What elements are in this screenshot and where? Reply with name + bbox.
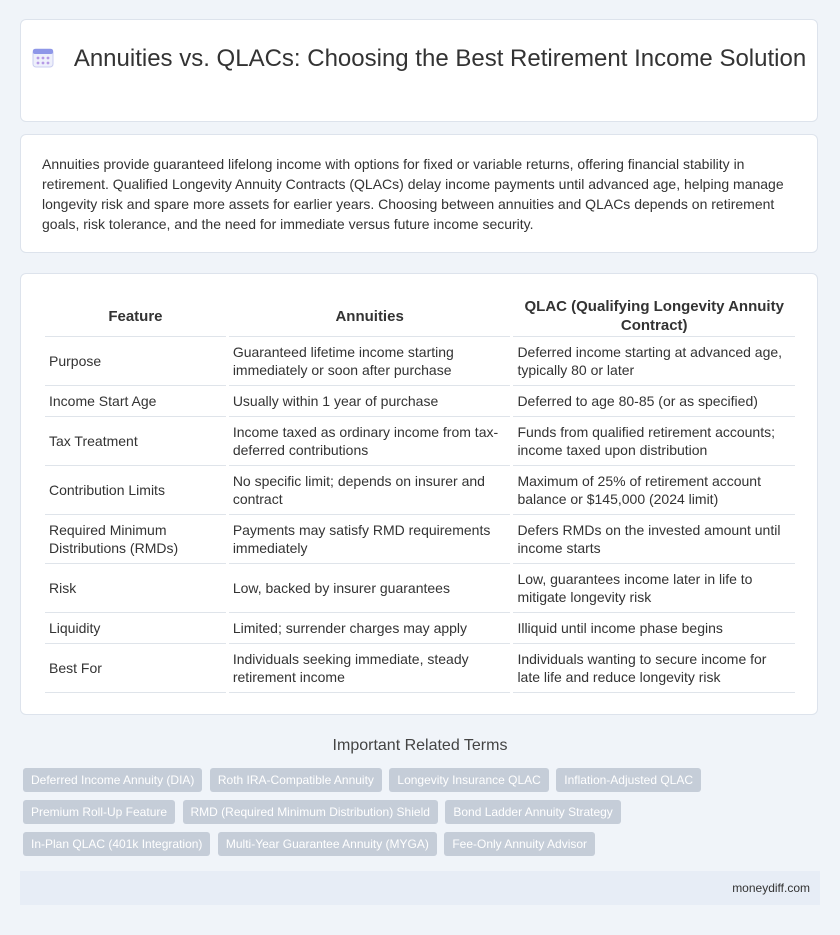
page-title-wrap: [21, 44, 817, 73]
row-feature: Contribution Limits: [45, 466, 226, 515]
related-term-tag[interactable]: Bond Ladder Annuity Strategy: [445, 800, 620, 824]
table-row: [45, 515, 795, 564]
related-term-tag[interactable]: In-Plan QLAC (401k Integration): [23, 832, 210, 856]
row-qlac: Funds from qualified retirement accounts; income taxed upon distribution: [513, 417, 795, 466]
row-qlac: Maximum of 25% of retirement account balance or $145,000 (2024 limit): [513, 466, 795, 515]
row-qlac: Individuals wanting to secure income for late life and reduce longevity risk: [513, 644, 795, 693]
row-qlac: Deferred to age 80-85 (or as specified): [513, 386, 795, 417]
table-header-row: [45, 296, 795, 337]
row-annuities: Payments may satisfy RMD requirements immediately: [229, 515, 511, 564]
row-annuities: Low, backed by insurer guarantees: [229, 564, 511, 613]
table-row: [45, 386, 795, 417]
related-term-tag[interactable]: RMD (Required Minimum Distribution) Shield: [183, 800, 438, 824]
row-feature: Required Minimum Distributions (RMDs): [45, 515, 226, 564]
table-row: [45, 337, 795, 386]
row-feature: Best For: [45, 644, 226, 693]
footer-site-link[interactable]: moneydiff.com: [732, 881, 810, 895]
table-row: [45, 564, 795, 613]
related-terms-list: [23, 768, 813, 864]
row-qlac: Low, guarantees income later in life to mitigate longevity risk: [513, 564, 795, 613]
row-feature: Liquidity: [45, 613, 226, 644]
related-term-tag[interactable]: Multi-Year Guarantee Annuity (MYGA): [218, 832, 437, 856]
row-annuities: Guaranteed lifetime income starting immediately or soon after purchase: [229, 337, 511, 386]
row-annuities: No specific limit; depends on insurer and contract: [229, 466, 511, 515]
table-row: [45, 466, 795, 515]
intro-card: [20, 134, 818, 253]
header-feature: Feature: [45, 296, 226, 337]
page-title: Annuities vs. QLACs: Choosing the Best Retirement Income Solution: [73, 45, 807, 72]
row-qlac: Deferred income starting at advanced age, typically 80 or later: [513, 337, 795, 386]
row-feature: Income Start Age: [45, 386, 226, 417]
related-terms-title: Important Related Terms: [332, 737, 508, 754]
header-qlac: QLAC (Qualifying Longevity Annuity Contract): [513, 296, 795, 337]
related-term-tag[interactable]: Inflation-Adjusted QLAC: [556, 768, 701, 792]
table-row: [45, 417, 795, 466]
intro-text: Annuities provide guaranteed lifelong income with options for fixed or variable returns, offering financial stability in retirement. Qualified Longevity Annuity Contracts (QLACs) delay income payments until advanced age, helping manage longevity risk and spare more assets for earlier years. Choosing between annuities and QLACs depends on retirement goals, risk tolerance, and the need for immediate versus future income security.: [42, 156, 784, 232]
header-annuities: Annuities: [229, 296, 511, 337]
row-annuities: Income taxed as ordinary income from tax-deferred contributions: [229, 417, 511, 466]
related-term-tag[interactable]: Fee-Only Annuity Advisor: [444, 832, 595, 856]
related-term-tag[interactable]: Deferred Income Annuity (DIA): [23, 768, 202, 792]
row-annuities: Limited; surrender charges may apply: [229, 613, 511, 644]
comparison-table: [42, 296, 798, 693]
table-row: [45, 613, 795, 644]
comparison-card: [20, 273, 818, 715]
related-term-tag[interactable]: Roth IRA-Compatible Annuity: [210, 768, 382, 792]
title-card: [20, 19, 818, 122]
table-row: [45, 644, 795, 693]
calendar-icon: [32, 46, 54, 68]
row-annuities: Usually within 1 year of purchase: [229, 386, 511, 417]
related-term-tag[interactable]: Premium Roll-Up Feature: [23, 800, 175, 824]
row-qlac: Defers RMDs on the invested amount until income starts: [513, 515, 795, 564]
row-feature: Purpose: [45, 337, 226, 386]
row-feature: Tax Treatment: [45, 417, 226, 466]
footer: [20, 871, 820, 905]
row-annuities: Individuals seeking immediate, steady retirement income: [229, 644, 511, 693]
row-qlac: Illiquid until income phase begins: [513, 613, 795, 644]
row-feature: Risk: [45, 564, 226, 613]
related-term-tag[interactable]: Longevity Insurance QLAC: [389, 768, 548, 792]
